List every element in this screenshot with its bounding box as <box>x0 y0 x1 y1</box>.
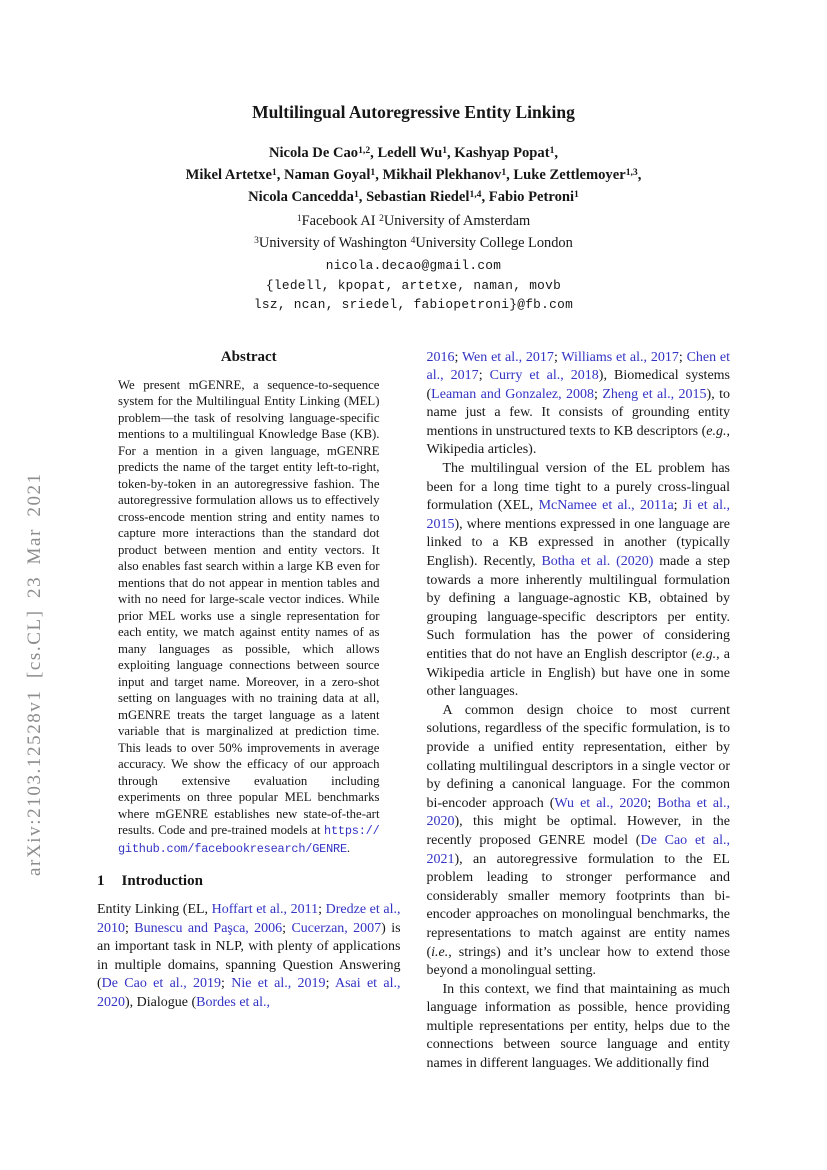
citation-link[interactable]: Dredze et al., 2010 <box>97 902 401 936</box>
text-run: ; <box>318 902 326 917</box>
email-line: lsz, ncan, sriedel, fabiopetroni}@fb.com <box>253 297 574 312</box>
section-title: Introduction <box>121 873 203 889</box>
left-column <box>97 349 401 1074</box>
email-block <box>0 256 827 315</box>
section-number: 1 <box>97 873 105 889</box>
text-run: ; <box>478 368 490 384</box>
right-column <box>427 349 731 1074</box>
text-run: The multilingual version of the EL problem has been for a long time tight to a purely cross-lingual formulation (XEL, <box>426 461 730 514</box>
text-run: ; <box>647 795 658 811</box>
affiliation-block <box>0 211 827 255</box>
citation-link[interactable]: Ji et al., 2015 <box>426 498 730 532</box>
paper-title: Multilingual Autoregressive Entity Linking <box>252 102 575 122</box>
author-block <box>0 143 827 209</box>
text-run: University College London <box>415 235 573 251</box>
citation-link[interactable]: Wen et al., 2017 <box>461 349 554 365</box>
text-run: 1 <box>574 188 579 200</box>
two-column-body <box>0 349 827 1074</box>
intro-paragraph <box>97 901 401 1013</box>
text-run: ; <box>673 498 683 514</box>
text-run: i.e. <box>431 944 449 960</box>
text-run: , Luke Zettlemoyer <box>506 167 626 183</box>
text-run: 1 <box>442 144 447 156</box>
text-run: 1 <box>296 213 302 224</box>
intro-paragraph <box>427 460 731 702</box>
abstract-text <box>97 377 401 858</box>
author-line <box>0 165 827 187</box>
text-run: University of Washington <box>258 235 411 251</box>
affiliation-line <box>0 211 827 233</box>
text-run: ; <box>282 920 292 936</box>
text-run: ) is an important task in NLP, with plenty of applications in multiple domains, spanning Question Answering ( <box>97 920 401 992</box>
text-run: , Naman Goyal <box>276 167 371 183</box>
citation-link[interactable]: Botha et al. (2020) <box>541 554 654 570</box>
citation-link[interactable]: Nie et al., 2019 <box>231 976 326 992</box>
text-run: , Mikhail Plekhanov <box>375 167 502 183</box>
citation-link[interactable]: Botha et al., 2020 <box>426 795 730 830</box>
text-run: A common design choice to most current solutions, regardless of the specific formulation, is to provide a unified entity representation, either by collating multilingual descriptors in a single vector or by defining a canonical language. For the common bi-encoder approach ( <box>426 702 730 811</box>
text-run: ; <box>454 349 462 365</box>
text-run: Nicola Cancedda <box>248 189 354 205</box>
citation-link[interactable]: Curry et al., 2018 <box>489 368 599 384</box>
text-run: , Kashyap Popat <box>447 145 550 161</box>
arxiv-stamp: arXiv:2103.12528v1 [cs.CL] 23 Mar 2021 <box>24 472 45 876</box>
text-run: ; <box>553 349 562 365</box>
abstract-heading: Abstract <box>220 348 277 365</box>
text-run: , Fabio Petroni <box>481 189 575 205</box>
intro-paragraph-continued <box>427 349 731 461</box>
text-run: , Sebastian Riedel <box>358 189 470 205</box>
text-run: , strings) and it’s unclear how to extend those beyond a monolingual setting. <box>426 944 730 979</box>
text-run: Mikel Artetxe <box>185 167 272 183</box>
text-run: ), where mentions expressed in one language are linked to a KB expressed in another (typically English). Recently, <box>426 516 730 570</box>
text-run: We present mGENRE, a sequence-to-sequence system for the Multilingual Entity Linking (MEL) problem—the task of resolving language-specific mentions to a multilingual Knowledge Base (KB). For a mention in a given language, mGENRE predicts the name of the target entity left-to-right, token-by-token in an autoregressive fashion. The autoregressive formulation allows us to effectively cross-encode mention string and entity names to capture more interactions than the standard dot product between mention and entity vectors. It also enables fast search within a large KB even for mentions that do not appear in mention tables and with no need for large-scale vector indices. While prior MEL works use a single representation for each entity, we match against entity names of as many languages as possible, which allows exploiting language connections between source input and target name. Moreover, in a zero-shot setting on languages with no training data at all, mGENRE treats the target language as a latent variable that is marginalized at prediction time. This leads to over 50% improvements in average accuracy. We show the efficacy of our approach through extensive evaluation including experiments on three popular MEL benchmarks where mGENRE establishes new state-of-the-art results. Code and pre-trained models at <box>118 377 380 837</box>
paper-header <box>0 0 827 315</box>
text-run: 1 <box>353 188 359 200</box>
text-run: 3 <box>254 235 259 246</box>
citation-link[interactable]: Cucerzan, 2007 <box>291 920 382 936</box>
text-run: Entity Linking (EL, <box>97 902 212 917</box>
author-line <box>0 187 827 209</box>
text-run: e.g. <box>695 647 717 662</box>
text-run: ; <box>125 920 135 936</box>
intro-paragraph <box>427 981 731 1074</box>
text-run: 1,2 <box>358 144 371 156</box>
text-run: ), this might be optimal. However, in the recently proposed GENRE model ( <box>426 814 730 848</box>
citation-link[interactable]: Bunescu and Paşca, 2006 <box>134 920 283 936</box>
citation-link[interactable]: Williams et al., 2017 <box>561 349 679 365</box>
text-run: 1 <box>501 166 507 178</box>
text-run: , a Wikipedia article in English) but have one in some other languages. <box>426 647 730 700</box>
text-run: 1 <box>370 166 376 178</box>
text-run: e.g. <box>706 423 727 439</box>
text-run: , Ledell Wu <box>370 145 443 161</box>
citation-link[interactable]: McNamee et al., 2011a <box>538 498 674 514</box>
text-run: 1,3 <box>625 166 638 178</box>
citation-link[interactable]: Leaman and Gonzalez, 2008 <box>431 386 595 402</box>
text-run: ; <box>325 976 335 992</box>
text-run: ), Biomedical systems ( <box>426 368 731 402</box>
text-run: made a step towards a more inherently multilingual formulation by defining a language-agnostic KB, obtained by grouping language-specific descriptors per entity. Such formulation has the power of considering entities that do not have an English descriptor ( <box>426 554 730 662</box>
text-run: 1 <box>271 166 277 178</box>
text-run: ), Dialogue ( <box>125 994 197 1010</box>
citation-link[interactable]: Bordes et al., <box>196 994 271 1010</box>
email-line: {ledell, kpopat, artetxe, naman, movb <box>265 277 562 293</box>
citation-link[interactable]: De Cao et al., 2021 <box>426 832 730 867</box>
author-line <box>0 143 827 165</box>
text-run: ), to name just a few. It consists of grounding entity mentions in unstructured texts to KB descriptors ( <box>426 386 730 439</box>
text-run: , <box>637 167 642 183</box>
text-run: University of Amsterdam <box>383 213 531 229</box>
citation-link[interactable]: Asai et al., 2020 <box>97 976 401 1010</box>
text-run: ; <box>221 976 232 992</box>
text-run: ), an autoregressive formulation to the EL problem leading to stronger performance and considerably smaller memory footprints than bi-encoder approaches on monolingual benchmarks, the representations to match against are entity names ( <box>426 851 730 960</box>
text-run: 1 <box>549 144 555 156</box>
section-heading-introduction <box>97 873 401 890</box>
text-run: ; <box>678 349 687 365</box>
citation-link[interactable]: Chen et al., 2017 <box>426 349 731 384</box>
text-run: Facebook AI <box>301 213 380 229</box>
text-run: Nicola De Cao <box>268 145 359 161</box>
text-run: , <box>554 145 559 161</box>
citation-link[interactable]: Hoffart et al., 2011 <box>211 902 319 917</box>
intro-paragraph <box>427 702 731 981</box>
affiliation-line <box>0 233 827 255</box>
email-line: nicola.decao@gmail.com <box>325 258 502 273</box>
text-run: . <box>346 840 351 855</box>
text-run: In this context, we find that maintaining as much language information as possible, hence providing multiple representations per entity, helps due to the connections between source language and entity names in different languages. We additionally find <box>426 981 730 1072</box>
text-run: 4 <box>410 235 416 246</box>
url-link[interactable]: https://github.com/facebookresearch/GENRE <box>118 824 380 856</box>
citation-link[interactable]: De Cao et al., 2019 <box>101 976 221 992</box>
text-run: , Wikipedia articles). <box>426 423 730 458</box>
text-run: 1,4 <box>469 188 482 200</box>
citation-link[interactable]: Wu et al., 2020 <box>554 795 648 811</box>
citation-link[interactable]: 2016 <box>426 349 455 365</box>
text-run: ; <box>594 386 603 402</box>
text-run: 2 <box>379 213 384 224</box>
citation-link[interactable]: Zheng et al., 2015 <box>602 386 707 402</box>
